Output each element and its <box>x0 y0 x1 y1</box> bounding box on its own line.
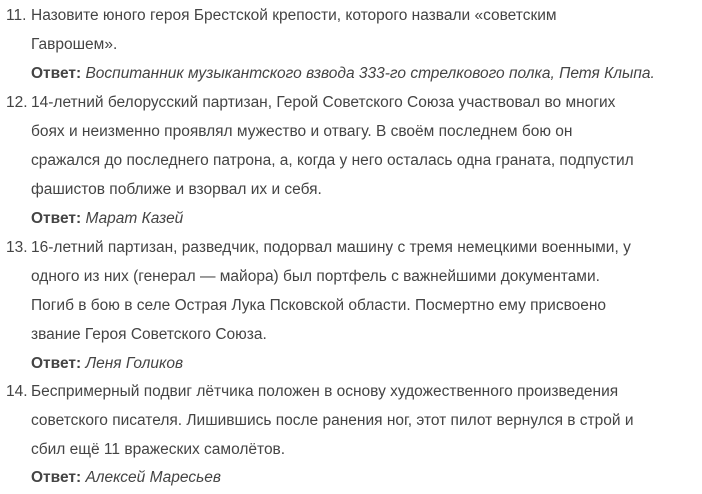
item-number: 14. <box>6 383 28 400</box>
item-number: 12. <box>6 94 28 111</box>
question-line: фашистов поближе и взорвал их и себя. <box>31 181 322 198</box>
answer-label: Ответ: <box>31 355 82 372</box>
question-text <box>31 377 697 464</box>
question-line: сражался до последнего патрона, а, когда у него осталась одна граната, подпустил <box>31 152 634 169</box>
question-line: Назовите юного героя Брестской крепости, которого назвали «советским <box>31 7 557 24</box>
question-text <box>31 88 697 204</box>
answer-label: Ответ: <box>31 210 82 227</box>
question-text <box>31 1 697 59</box>
answer-label: Ответ: <box>31 65 82 82</box>
answer-value: Воспитанник музыкантского взвода 333-го стрелкового полка, Петя Клыпа. <box>85 65 655 82</box>
question-line: 16-летний партизан, разведчик, подорвал машину с тремя немецкими военными, у <box>31 239 631 256</box>
item-number: 13. <box>6 239 28 256</box>
answer-line <box>31 349 183 378</box>
question-text <box>31 233 697 349</box>
question-line: Гаврошем». <box>31 36 118 53</box>
answer-value: Леня Голиков <box>85 355 184 372</box>
question-line: одного из них (генерал — майора) был портфель с важнейшими документами. <box>31 268 600 285</box>
question-line: сбил ещё 11 вражеских самолётов. <box>31 441 286 458</box>
question-line: боях и неизменно проявлял мужество и отвагу. В своём последнем бою он <box>31 123 573 140</box>
answer-value: Марат Казей <box>85 210 184 227</box>
answer-value: Алексей Маресьев <box>85 469 221 486</box>
question-line: звание Героя Советского Союза. <box>31 326 267 343</box>
question-line: советского писателя. Лишившись после ранения ног, этот пилот вернулся в строй и <box>31 412 634 429</box>
answer-line <box>31 59 655 88</box>
item-number: 11. <box>6 7 27 24</box>
answer-line <box>31 204 183 233</box>
answer-label: Ответ: <box>31 469 82 486</box>
question-line: Погиб в бою в селе Острая Лука Псковской области. Посмертно ему присвоено <box>31 297 607 314</box>
answer-line <box>31 463 221 492</box>
question-line: 14-летний белорусский партизан, Герой Советского Союза участвовал во многих <box>31 94 616 111</box>
question-line: Беспримерный подвиг лётчика положен в основу художественного произведения <box>31 383 619 400</box>
